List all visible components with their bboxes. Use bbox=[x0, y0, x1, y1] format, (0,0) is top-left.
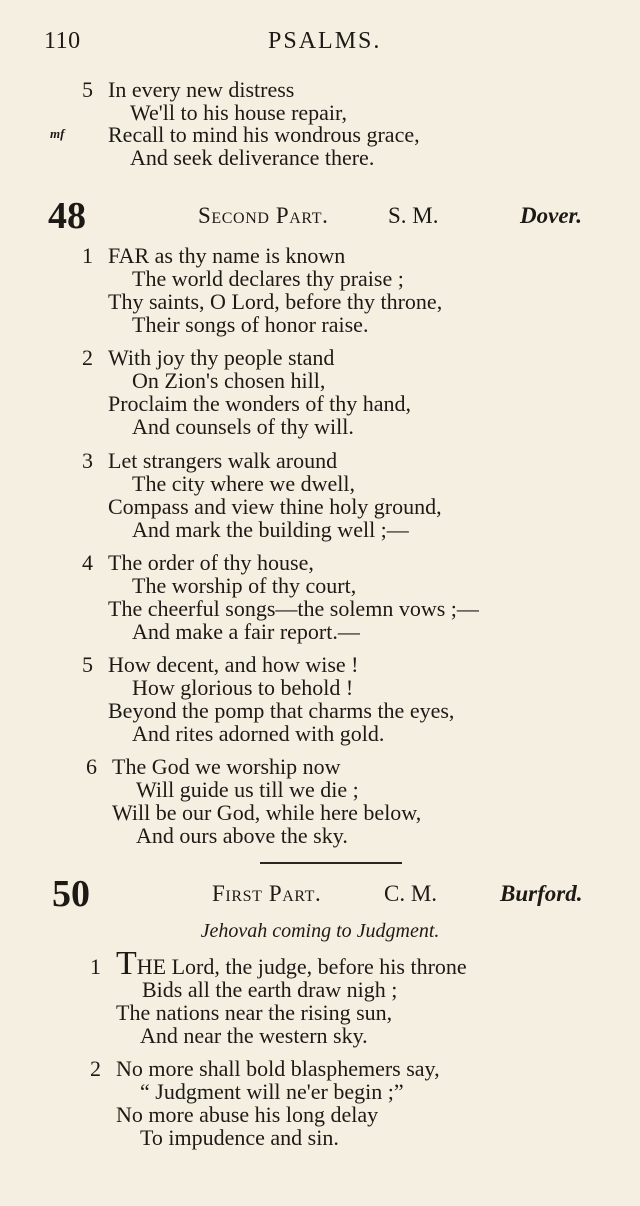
verse-line: And make a fair report.— bbox=[132, 619, 360, 644]
stanza-number: 3 bbox=[82, 448, 93, 473]
hymn-subtitle: Jehovah coming to Judgment. bbox=[200, 920, 440, 942]
verse-line: On Zion's chosen hill, bbox=[132, 368, 326, 393]
dynamic-mark: mf bbox=[50, 126, 65, 141]
hymn-tune: Dover. bbox=[520, 203, 582, 228]
hymn-part: First Part. bbox=[212, 881, 322, 906]
verse-line: The God we worship now bbox=[112, 754, 341, 779]
verse-line: No more abuse his long delay bbox=[116, 1102, 379, 1127]
verse-line: The city where we dwell, bbox=[132, 471, 355, 496]
verse-line: FAR as thy name is known bbox=[108, 243, 346, 268]
verse-line: Compass and view thine holy ground, bbox=[108, 494, 442, 519]
verse-line: With joy thy people stand bbox=[108, 345, 335, 370]
verse-line: And rites adorned with gold. bbox=[132, 721, 385, 746]
verse-line: Let strangers walk around bbox=[108, 448, 338, 473]
verse-line: And ours above the sky. bbox=[136, 823, 348, 848]
hymn-number: 50 bbox=[52, 873, 90, 915]
stanza-number: 1 bbox=[90, 954, 101, 979]
hymn-number: 48 bbox=[48, 195, 86, 237]
stanza-number: 4 bbox=[82, 550, 93, 575]
verse-line: And mark the building well ;— bbox=[132, 517, 409, 542]
verse-line: Thy saints, O Lord, before thy throne, bbox=[108, 289, 443, 314]
verse-line: Beyond the pomp that charms the eyes, bbox=[108, 698, 455, 723]
verse-line: The order of thy house, bbox=[108, 550, 314, 575]
verse-line: And near the western sky. bbox=[140, 1023, 368, 1048]
stanza-number: 2 bbox=[90, 1056, 101, 1081]
stanza-number: 5 bbox=[82, 652, 93, 677]
stanza-number: 5 bbox=[82, 77, 93, 102]
verse-line: And seek deliverance there. bbox=[130, 145, 375, 170]
stanza-number: 1 bbox=[82, 243, 93, 268]
verse-line: Proclaim the wonders of thy hand, bbox=[108, 391, 412, 416]
verse-line: And counsels of thy will. bbox=[132, 414, 354, 439]
stanza-number: 2 bbox=[82, 345, 93, 370]
verse-line: The worship of thy court, bbox=[132, 573, 357, 598]
hymn-meter: C. M. bbox=[384, 881, 438, 906]
verse-line: No more shall bold blasphemers say, bbox=[116, 1056, 440, 1081]
hymn-part: Second Part. bbox=[198, 203, 329, 228]
verse-line: The nations near the rising sun, bbox=[116, 1000, 393, 1025]
hymn-meter: S. M. bbox=[388, 203, 439, 228]
verse-line: We'll to his house repair, bbox=[130, 100, 347, 125]
page-number: 110 bbox=[44, 28, 81, 54]
verse-line: Their songs of honor raise. bbox=[132, 312, 369, 337]
verse-line: The cheerful songs—the solemn vows ;— bbox=[108, 596, 479, 621]
running-head: PSALMS. bbox=[268, 28, 382, 54]
verse-line: Bids all the earth draw nigh ; bbox=[142, 977, 398, 1002]
verse-line: How glorious to behold ! bbox=[132, 675, 354, 700]
verse-line: In every new distress bbox=[108, 77, 295, 102]
stanza-number: 6 bbox=[86, 754, 97, 779]
verse-line: Will guide us till we die ; bbox=[136, 777, 359, 802]
verse-line: The world declares thy praise ; bbox=[132, 266, 404, 291]
verse-line: Will be our God, while here below, bbox=[112, 800, 422, 825]
verse-line: “ Judgment will ne'er begin ;” bbox=[140, 1079, 404, 1104]
verse-line-text: HE Lord, the judge, before his throne bbox=[136, 954, 467, 979]
verse-line: To impudence and sin. bbox=[140, 1125, 339, 1150]
section-divider bbox=[260, 862, 402, 864]
hymn-tune: Burford. bbox=[500, 881, 583, 906]
verse-line: How decent, and how wise ! bbox=[108, 652, 359, 677]
drop-cap: T bbox=[116, 945, 137, 982]
verse-line: Recall to mind his wondrous grace, bbox=[108, 122, 420, 147]
